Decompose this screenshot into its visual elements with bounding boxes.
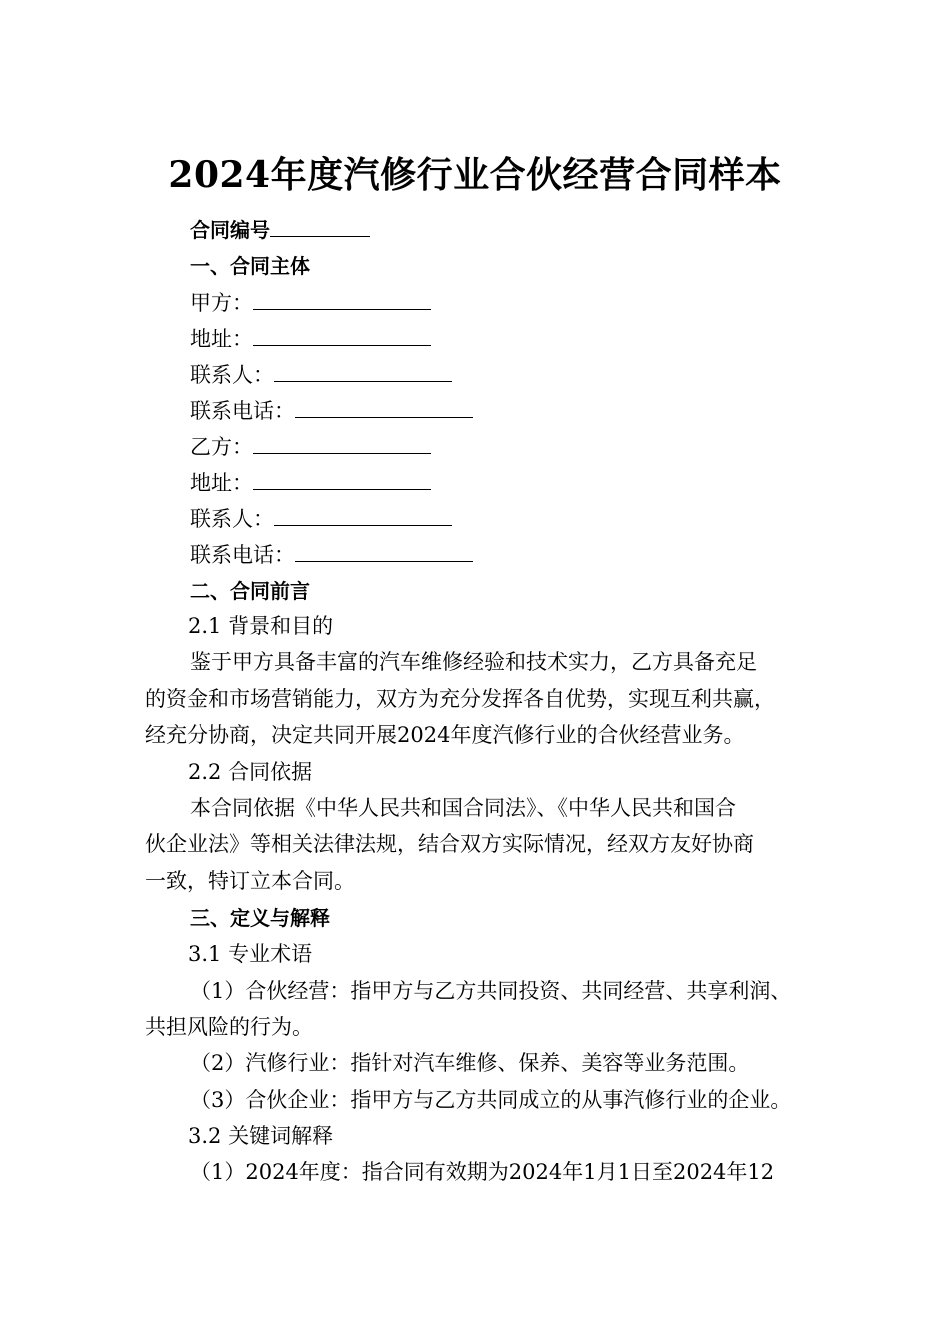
party-b-phone-blank[interactable] — [295, 539, 473, 562]
party-a-contact-label: 联系人： — [190, 363, 274, 387]
party-b-address — [190, 467, 431, 498]
term-line: （2）汽修行业：指针对汽车维修、保养、美容等业务范围。 — [190, 1051, 750, 1075]
party-a-name — [190, 287, 431, 318]
party-b-name — [190, 431, 431, 462]
party-b-address-blank[interactable] — [253, 467, 431, 490]
party-b-name-blank[interactable] — [253, 431, 431, 454]
party-a-contact — [190, 359, 452, 390]
party-b-address-label: 地址： — [190, 471, 253, 495]
party-b-name-label: 乙方： — [190, 435, 253, 459]
section3-heading: 三、定义与解释 — [190, 906, 330, 930]
party-a-phone-label: 联系电话： — [190, 399, 295, 423]
party-b-contact-label: 联系人： — [190, 507, 274, 531]
contract-number-blank[interactable] — [270, 214, 370, 237]
paragraph-line: 鉴于甲方具备丰富的汽车维修经验和技术实力，乙方具备充足 — [190, 650, 757, 674]
term-line: （3）合伙企业：指甲方与乙方共同成立的从事汽修行业的企业。 — [190, 1088, 792, 1112]
document-title: 2024年度汽修行业合伙经营合同样本 — [168, 154, 782, 196]
party-b-contact-blank[interactable] — [274, 503, 452, 526]
contract-number — [190, 214, 370, 245]
party-a-address-label: 地址： — [190, 327, 253, 351]
paragraph-line: 本合同依据《中华人民共和国合同法》、《中华人民共和国合 — [190, 796, 736, 820]
section3-2-heading: 3.2 关键词解释 — [188, 1124, 334, 1148]
section2-2-heading: 2.2 合同依据 — [188, 760, 313, 784]
party-a-phone — [190, 395, 473, 426]
party-a-address-blank[interactable] — [253, 323, 431, 346]
section2-1-heading: 2.1 背景和目的 — [188, 614, 334, 638]
contract-number-label: 合同编号 — [190, 218, 270, 242]
party-a-address — [190, 323, 431, 354]
party-a-phone-blank[interactable] — [295, 395, 473, 418]
section3-1-heading: 3.1 专业术语 — [188, 942, 313, 966]
party-a-name-blank[interactable] — [253, 287, 431, 310]
party-b-phone — [190, 539, 473, 570]
section2-heading: 二、合同前言 — [190, 579, 310, 603]
term-line: 共担风险的行为。 — [145, 1015, 313, 1039]
party-a-contact-blank[interactable] — [274, 359, 452, 382]
section1-heading: 一、合同主体 — [190, 254, 310, 278]
paragraph-line: 经充分协商，决定共同开展2024年度汽修行业的合伙经营业务。 — [145, 723, 745, 747]
paragraph-line: 一致，特订立本合同。 — [145, 869, 355, 893]
paragraph-line: 伙企业法》等相关法律法规，结合双方实际情况，经双方友好协商 — [145, 832, 754, 856]
keyword-line: （1）2024年度：指合同有效期为2024年1月1日至2024年12 — [190, 1160, 775, 1184]
party-b-contact — [190, 503, 452, 534]
term-line: （1）合伙经营：指甲方与乙方共同投资、共同经营、共享利润、 — [190, 979, 792, 1003]
paragraph-line: 的资金和市场营销能力，双方为充分发挥各自优势，实现互利共赢， — [145, 687, 775, 711]
party-b-phone-label: 联系电话： — [190, 543, 295, 567]
party-a-name-label: 甲方： — [190, 291, 253, 315]
